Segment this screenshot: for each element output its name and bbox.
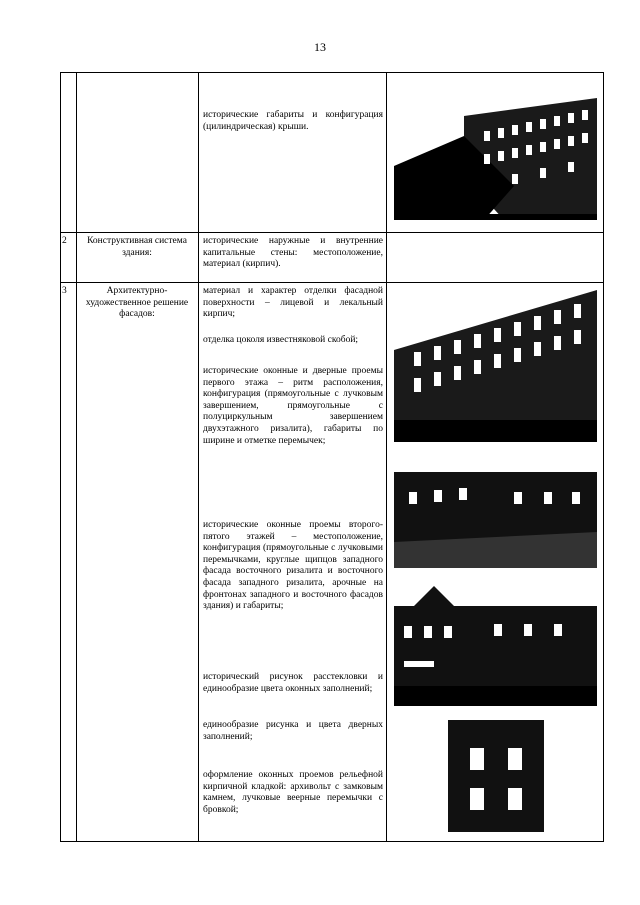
roof-photo	[394, 96, 597, 220]
street-photo	[394, 452, 597, 568]
row-item: исторические оконные и дверные проемы первого этажа – ритм расположения, конфигурация (прямоугольные с лучковым завершением, прямоугольные с полуциркульным завершением двухэтажного ризалита), габариты по ширине и отметке перемычек;	[203, 366, 383, 446]
facades-photo	[394, 576, 597, 706]
window-photo	[448, 720, 544, 832]
row-item: оформление оконных проемов рельефной кирпичной кладкой: архивольт с замковым камнем, лучковые веерные перемычки с бровкой;	[203, 770, 383, 815]
column-divider	[386, 72, 387, 842]
row-item: исторические оконные проемы второго-пятого этажей – местоположение, конфигурация (прямоугольные с лучковыми перемычками, круглые щипцов западного фасада восточного ризалита и восточного фасада западного ризалита, арочные на фронтонах западного и восточного фасадов здания) и габариты;	[203, 520, 383, 612]
table-border-bottom	[60, 841, 604, 842]
table-border-top	[60, 72, 604, 73]
row-item: исторические наружные и внутренние капитальные стены: местоположение, материал (кирпич).	[203, 236, 383, 270]
row-item: отделка цоколя известняковой скобой;	[203, 335, 359, 345]
row-divider	[60, 232, 604, 233]
row-number: 2	[62, 236, 67, 246]
row-number: 3	[62, 286, 67, 296]
row-name: Архитектурно-художественное решение фасадов:	[85, 286, 189, 320]
table-border-right	[603, 72, 604, 842]
row-divider	[60, 282, 604, 283]
table-border-left	[60, 72, 61, 842]
row-item: единообразие рисунка и цвета дверных заполнений;	[203, 720, 383, 742]
page-number: 13	[314, 40, 326, 54]
row-item: исторический рисунок расстекловки и единообразие цвета оконных заполнений;	[203, 672, 383, 694]
facade-photo	[394, 290, 597, 442]
row-item: исторические габариты и конфигурация (цилиндрическая) крыши.	[203, 110, 383, 132]
column-divider	[198, 72, 199, 842]
row-name: Конструктивная система здания:	[87, 236, 187, 258]
row-item: материал и характер отделки фасадной поверхности – лицевой и лекальный кирпич;	[203, 286, 383, 320]
column-divider	[76, 72, 77, 842]
